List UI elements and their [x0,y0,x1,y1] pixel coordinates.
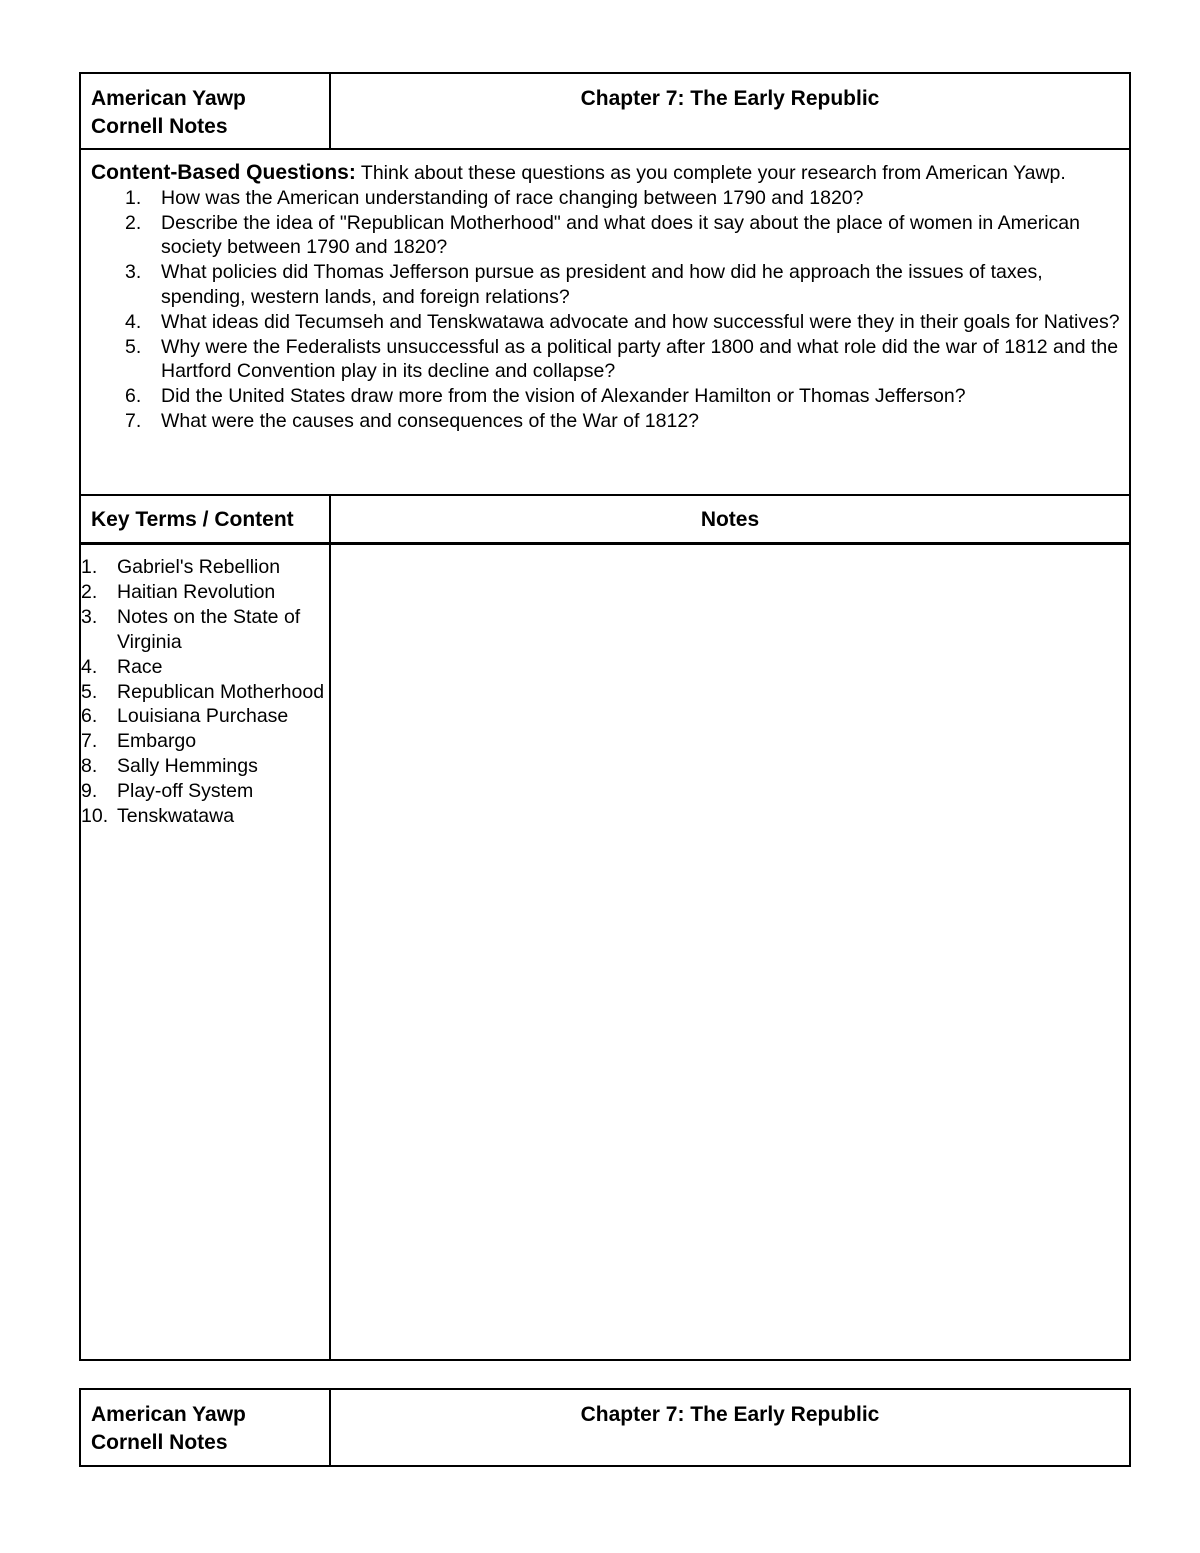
course-title: American Yawp [91,87,246,110]
chapter-title-2: Chapter 7: The Early Republic [580,1403,880,1426]
question-text: What were the causes and consequences of the War of 1812? [161,409,700,432]
question-item [91,409,1121,434]
key-terms-header: Key Terms / Content [91,508,294,531]
content-questions [91,161,1121,434]
key-term-number: 7. [81,730,98,753]
question-number: 5. [125,335,142,358]
key-term-number: 5. [81,680,98,703]
key-terms-list [81,555,327,829]
question-text: Describe the idea of "Republican Motherhood" and what does it say about the place of women in American society between 1790 and 1820? [161,211,1080,259]
key-term-text: Race [117,655,163,678]
key-term-text: Play-off System [117,780,254,803]
key-term-item [81,754,327,779]
question-number: 2. [125,211,142,234]
question-text: What ideas did Tecumseh and Tenskwatawa advocate and how successful were they in their goals for Natives? [161,310,1120,333]
notes-type: Cornell Notes [91,115,228,138]
course-label [91,85,246,141]
key-term-item [81,555,327,580]
key-term-item [81,804,327,829]
question-item [91,335,1121,385]
key-term-text: Haitian Revolution [117,580,276,603]
key-term-text: Louisiana Purchase [117,705,289,728]
key-term-number: 4. [81,655,98,678]
question-text: Why were the Federalists unsuccessful as a political party after 1800 and what role did the war of 1812 and the Hartford Convention play in its decline and collapse? [161,335,1119,383]
question-number: 1. [125,186,142,209]
key-term-text: Gabriel's Rebellion [117,556,281,578]
course-title-2: American Yawp [91,1403,246,1426]
questions-divider [79,494,1131,496]
key-term-item [81,680,327,705]
question-item [91,384,1121,409]
key-term-text: Sally Hemmings [117,755,258,778]
question-text: How was the American understanding of race changing between 1790 and 1820? [161,186,864,209]
key-term-number: 10. [81,805,109,828]
question-number: 3. [125,261,142,284]
question-number: 4. [125,310,142,333]
header-divider [79,148,1131,150]
question-text: Did the United States draw more from the vision of Alexander Hamilton or Thomas Jefferson? [161,385,966,408]
notes-column-divider [329,494,331,1360]
key-term-text: Embargo [117,730,197,753]
notes-header: Notes [700,508,760,531]
key-term-number: 6. [81,705,98,728]
notes-type-2: Cornell Notes [91,1431,228,1454]
question-list [91,186,1121,434]
key-term-number: 1. [81,556,98,578]
questions-intro: Think about these questions as you complete your research from American Yawp. [355,162,1066,184]
question-item [91,211,1121,261]
question-item [91,186,1121,211]
key-term-text: Republican Motherhood [117,680,325,703]
questions-lead [91,161,1121,186]
key-term-number: 9. [81,780,98,803]
key-term-number: 2. [81,580,98,603]
chapter-title: Chapter 7: The Early Republic [580,87,880,110]
question-number: 6. [125,385,142,408]
key-term-item [81,580,327,605]
course-label-2 [91,1401,246,1457]
question-item [91,310,1121,335]
key-term-text: Notes on the State of Virginia [117,605,301,653]
question-number: 7. [125,409,142,432]
questions-label: Content-Based Questions: [91,161,356,184]
key-term-number: 8. [81,755,98,778]
key-term-text: Tenskwatawa [117,805,235,828]
key-term-item [81,655,327,680]
question-item [91,260,1121,310]
key-term-item [81,704,327,729]
question-text: What policies did Thomas Jefferson pursue as president and how did he approach the issues of taxes, spending, western lands, and foreign relations? [161,261,1043,308]
key-term-number: 3. [81,605,98,628]
key-term-item [81,779,327,804]
key-term-item [81,605,327,655]
key-term-item [81,729,327,754]
column-header-divider [79,542,1131,545]
